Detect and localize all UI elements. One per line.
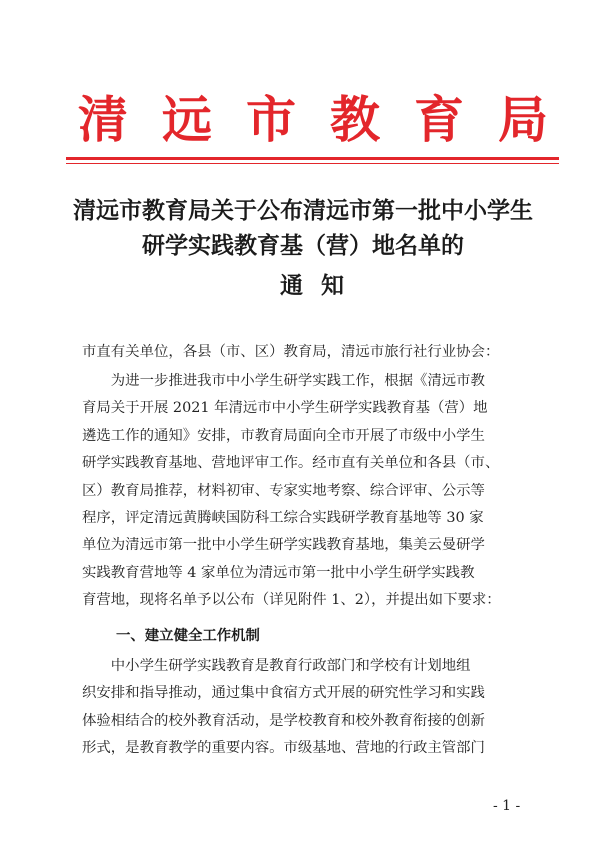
paragraph-line: 体验相结合的校外教育活动，是学校教育和校外教育衔接的创新 — [82, 712, 485, 729]
paragraph-2 — [82, 653, 534, 763]
paragraph-line: 遴选工作的通知》安排，市教育局面向全市开展了市级中小学生 — [82, 427, 485, 444]
header-char: 育 — [414, 91, 464, 149]
header-char: 清 — [78, 91, 128, 149]
paragraph-line: 单位为清远市第一批中小学生研学实践教育基地，集美云曼研学 — [82, 537, 485, 554]
header-char: 市 — [246, 91, 296, 149]
header-char: 教 — [330, 91, 380, 149]
addressee: 市直有关单位，各县（市、区）教育局，清远市旅行社行业协会： — [82, 344, 500, 360]
document-title-line1: 清远市教育局关于公布清远市第一批中小学生 — [73, 197, 533, 224]
document-title-line2: 研学实践教育基（营）地名单的 — [142, 232, 464, 259]
paragraph-line: 育营地，现将名单予以公布（详见附件 1、2），并提出如下要求： — [82, 592, 501, 609]
paragraph-line: 实践教育营地等 4 家单位为清远市第一批中小学生研学实践教 — [82, 564, 475, 581]
paragraph-line: 形式，是教育教学的重要内容。市级基地、营地的行政主管部门 — [82, 740, 485, 757]
issuer-header — [78, 90, 548, 150]
document-title-line3: 通知 — [280, 272, 362, 299]
page-number: - 1 - — [493, 798, 521, 814]
section-heading: 一、建立健全工作机制 — [116, 628, 260, 644]
paragraph-line: 区）教育局推荐，材料初审、专家实地考察、综合评审、公示等 — [82, 482, 485, 499]
header-char: 远 — [162, 91, 212, 149]
header-char: 局 — [498, 91, 548, 149]
paragraph-line: 中小学生研学实践教育是教育行政部门和学校有计划地组 — [82, 658, 471, 674]
header-divider-thick — [66, 157, 559, 160]
paragraph-line: 育局关于开展 2021 年清远市中小学生研学实践教育基（营）地 — [82, 400, 488, 417]
paragraph-1 — [82, 368, 534, 615]
paragraph-line: 程序，评定清远黄腾峡国防科工综合实践研学教育基地等 30 家 — [82, 510, 484, 527]
paragraph-line: 为进一步推进我市中小学生研学实践工作，根据《清远市教 — [82, 373, 485, 389]
paragraph-line: 研学实践教育基地、营地评审工作。经市直有关单位和各县（市、 — [82, 455, 500, 472]
paragraph-line: 织安排和指导推动，通过集中食宿方式开展的研究性学习和实践 — [82, 685, 485, 702]
header-divider-thin — [66, 163, 559, 164]
